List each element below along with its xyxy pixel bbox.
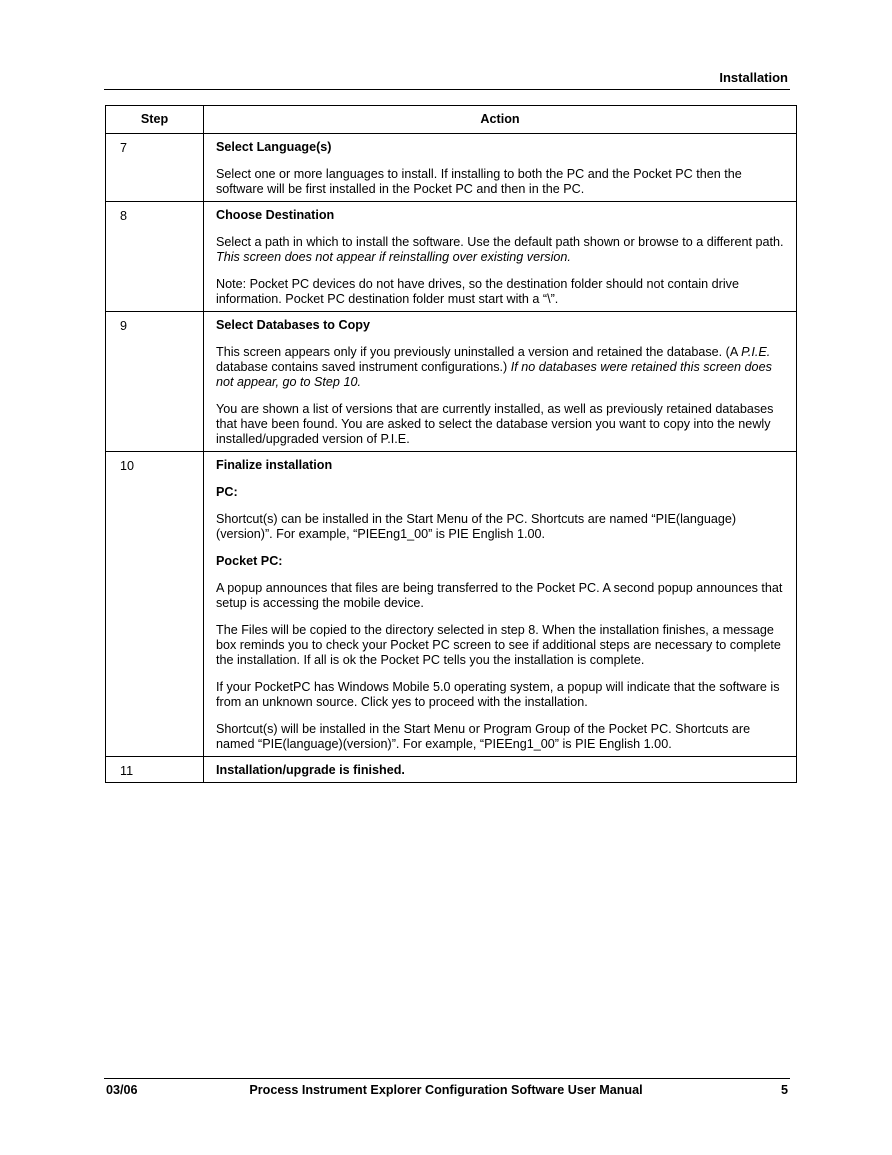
step-paragraph: You are shown a list of versions that are currently installed, as well as previously retained databases that have been found. You are asked to select the database version you want to copy into the newly installed/upgraded version of P.I.E.: [216, 402, 774, 446]
step-title: Finalize installation: [216, 458, 333, 472]
step-number: 11: [106, 757, 204, 783]
subheading-pocket-pc: Pocket PC:: [216, 554, 283, 568]
table-row-step-7: [106, 134, 797, 202]
table-row-step-11: [106, 757, 797, 783]
step-title: Choose Destination: [216, 208, 335, 222]
running-header: Installation: [719, 70, 788, 85]
step-text: This screen appears only if you previously uninstalled a version and retained the database. (A: [216, 345, 742, 359]
step-number: 10: [106, 452, 204, 757]
table-row-step-8: [106, 202, 797, 312]
column-header-step: Step: [106, 106, 204, 134]
step-paragraph: Note: Pocket PC devices do not have drives, so the destination folder should not contain drive information. Pocket PC destination folder must start with a “\”.: [216, 277, 739, 306]
footer-title: Process Instrument Explorer Configuration Software User Manual: [249, 1083, 643, 1097]
step-action: [204, 312, 797, 452]
step-paragraph: [216, 235, 788, 265]
step-number: 8: [106, 202, 204, 312]
step-text: database contains saved instrument configurations.): [216, 360, 511, 374]
footer-date: 03/06: [106, 1083, 138, 1097]
step-title: Select Databases to Copy: [216, 318, 370, 332]
step-text-italic: P.I.E.: [741, 345, 771, 359]
table-header-row: [106, 106, 797, 134]
step-title: Select Language(s): [216, 140, 332, 154]
footer-rule: [104, 1078, 790, 1079]
step-note-italic: This screen does not appear if reinstalling over existing version.: [216, 250, 571, 264]
column-header-action: Action: [204, 106, 797, 134]
step-text: Select a path in which to install the software. Use the default path shown or browse to a different path.: [216, 235, 784, 249]
step-paragraph: The Files will be copied to the directory selected in step 8. When the installation finishes, a message box reminds you to check your Pocket PC screen to see if additional steps are necessary to complete the installation. If all is ok the Pocket PC tells you the installation is complete.: [216, 623, 781, 667]
step-paragraph: If your PocketPC has Windows Mobile 5.0 operating system, a popup will indicate that the software is from an unknown source. Click yes to proceed with the installation.: [216, 680, 780, 709]
header-rule: [104, 89, 790, 90]
page-number: 5: [780, 1083, 788, 1097]
subheading-pc: PC:: [216, 485, 238, 499]
step-number: 7: [106, 134, 204, 202]
step-paragraph: [216, 345, 788, 390]
step-action: [204, 757, 797, 783]
table-row-step-10: [106, 452, 797, 757]
step-title: Installation/upgrade is finished.: [216, 763, 405, 777]
step-action: [204, 452, 797, 757]
step-paragraph: Select one or more languages to install. If installing to both the PC and the Pocket PC then the software will be first installed in the Pocket PC and then in the PC.: [216, 167, 742, 196]
step-paragraph: Shortcut(s) will be installed in the Start Menu or Program Group of the Pocket PC. Shortcuts are named “PIE(language)(version)”. For example, “PIEEng1_00” is PIE English 1.00.: [216, 722, 751, 751]
step-number: 9: [106, 312, 204, 452]
table-row-step-9: [106, 312, 797, 452]
step-note-italic: If no databases were retained this screen does not appear, go to Step 10.: [216, 360, 772, 389]
step-action: [204, 134, 797, 202]
step-paragraph: A popup announces that files are being transferred to the Pocket PC. A second popup announces that setup is accessing the mobile device.: [216, 581, 783, 610]
step-action: [204, 202, 797, 312]
step-paragraph: Shortcut(s) can be installed in the Start Menu of the PC. Shortcuts are named “PIE(language)(version)”. For example, “PIEEng1_00” is PIE English 1.00.: [216, 512, 737, 541]
installation-steps-table: [105, 105, 797, 783]
